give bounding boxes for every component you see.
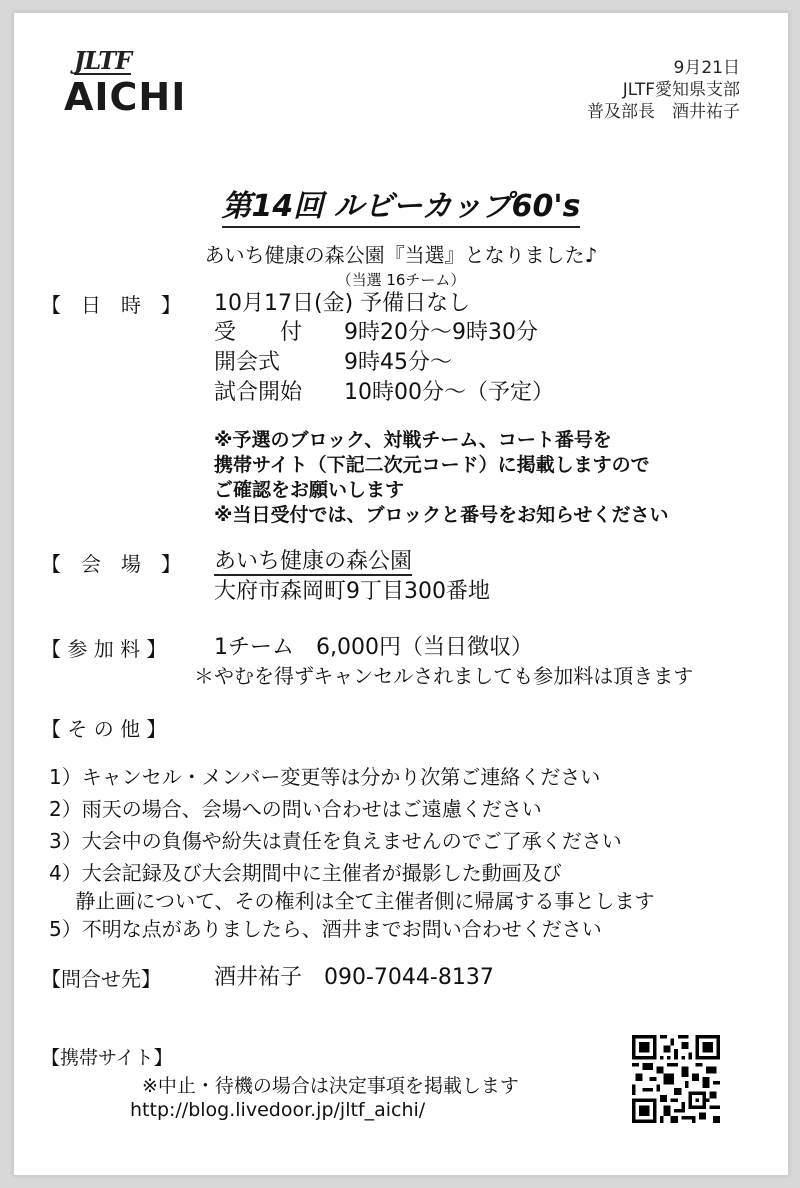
contact-value: 酒井祐子 090-7044-8137 [214,965,494,990]
event-subtitle-note: （当選 16チーム） [336,271,466,289]
opening-label: 開会式 [214,350,281,375]
author: 普及部長 酒井祐子 [587,102,740,122]
match-start-label: 試合開始 [214,380,303,405]
other-item-4-cont: 静止画について、その権利は全て主催者側に帰属する事とします [49,889,655,913]
opening-time: 9時45分～ [344,350,452,375]
event-title: 第14回 ルビーカップ60's [14,181,788,225]
datetime-label: 【 日 時 】 [41,293,181,317]
fee-value: 1チーム 6,000円（当日徴収） [214,635,533,660]
jltf-aichi-logo [64,46,214,119]
datetime-date: 10月17日(金) 予備日なし [214,291,471,316]
fee-label: 【 参 加 料 】 [41,637,167,661]
reception-time: 9時20分～9時30分 [344,320,538,345]
other-item-5: 5）不明な点がありましたら、酒井までお問い合わせください [49,917,602,941]
organization: JLTF愛知県支部 [622,80,740,100]
datetime-note-1: ※予選のブロック、対戦チーム、コート番号を [214,429,612,451]
venue-label: 【 会 場 】 [41,552,181,576]
mobile-site-label: 【携帯サイト】 [41,1047,173,1069]
other-item-2: 2）雨天の場合、会場への問い合わせはご遠慮ください [49,797,542,821]
issue-date: 9月21日 [673,58,740,78]
reception-label: 受 付 [214,320,303,345]
datetime-note-4: ※当日受付では、ブロックと番号をお知らせください [214,504,669,526]
other-item-4: 4）大会記録及び大会期間中に主催者が撮影した動画及び [49,861,562,885]
mobile-site-url[interactable]: http://blog.livedoor.jp/jltf_aichi/ [130,1099,426,1121]
fee-note: ＊やむを得ずキャンセルされましても参加料は頂きます [194,664,694,688]
other-item-3: 3）大会中の負傷や紛失は責任を負えませんのでご了承ください [49,829,622,853]
datetime-note-2: 携帯サイト（下記二次元コード）に掲載しますので [214,454,650,476]
contact-label: 【問合せ先】 [41,967,161,991]
venue-address: 大府市森岡町9丁目300番地 [214,579,490,604]
other-label: 【 そ の 他 】 [41,717,167,741]
match-start-time: 10時00分～（予定） [344,380,554,405]
other-item-1: 1）キャンセル・メンバー変更等は分かり次第ご連絡ください [49,765,601,789]
mobile-site-note: ※中止・待機の場合は決定事項を掲載します [142,1075,519,1097]
logo-aichi-text: AICHI [64,75,187,119]
qr-code [632,1035,720,1123]
logo-jltf-text: JLTF [74,46,132,75]
event-subtitle: あいち健康の森公園『当選』となりました♪ [204,243,598,267]
datetime-note-3: ご確認をお願いします [214,479,405,501]
venue-name: あいち健康の森公園 [214,549,413,574]
flyer-page [13,12,789,1176]
header-info [587,57,740,123]
